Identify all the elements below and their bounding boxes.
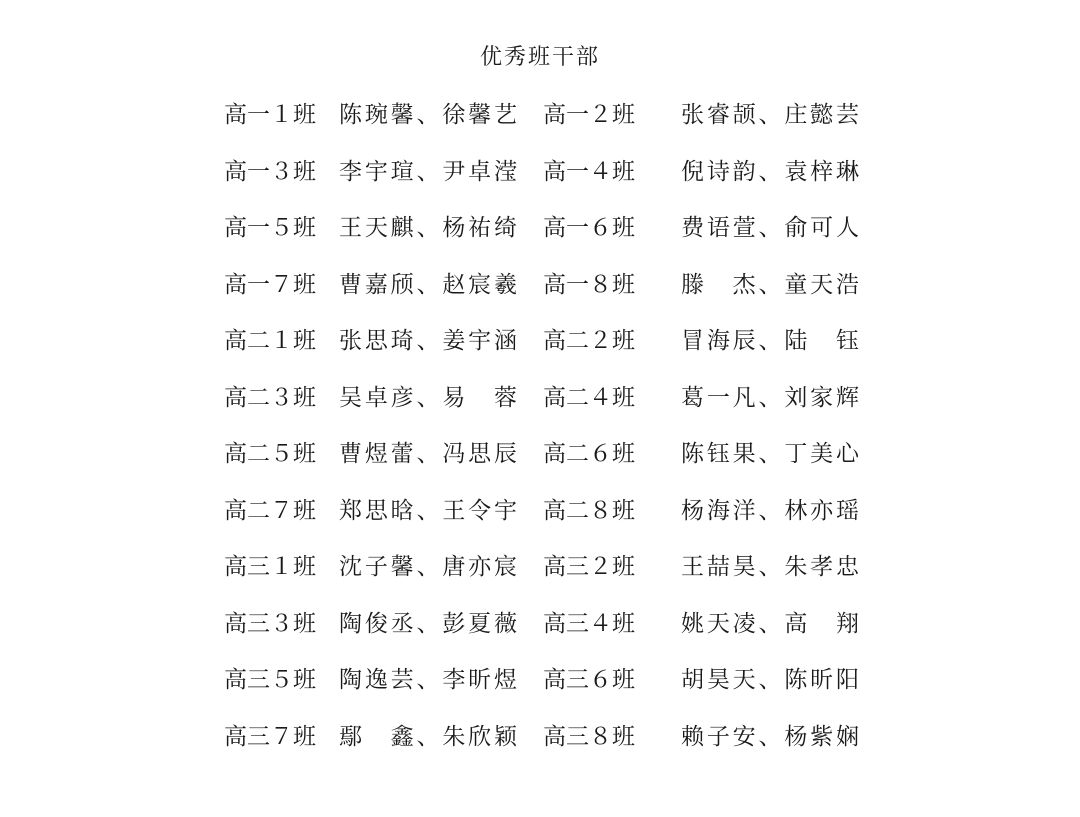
student-names: 姚天凌、高 翔	[681, 610, 859, 637]
class-label: 高三１班	[224, 554, 316, 580]
student-names: 张睿颉、庄懿芸	[681, 102, 859, 128]
class-label: 高三８班	[543, 723, 635, 750]
student-names: 鄢 鑫、朱欣颖	[339, 723, 517, 750]
page-title: 优秀班干部	[479, 45, 600, 70]
class-label: 高一３班	[224, 158, 316, 185]
student-names: 陈琬馨、徐馨艺	[339, 102, 517, 128]
list-row	[0, 719, 1080, 776]
list-row	[0, 380, 1080, 437]
class-label: 高二２班	[543, 328, 635, 354]
class-label: 高二６班	[543, 441, 635, 467]
class-label: 高三２班	[543, 554, 635, 580]
student-names: 杨海洋、林亦瑶	[681, 497, 859, 524]
class-label: 高三５班	[224, 667, 316, 693]
student-names: 赖子安、杨紫娴	[681, 723, 859, 750]
student-names: 吴卓彦、易 蓉	[339, 384, 517, 411]
class-label: 高三３班	[224, 610, 316, 637]
student-names: 葛一凡、刘家辉	[681, 384, 859, 411]
class-label: 高三６班	[543, 667, 635, 693]
class-label: 高一４班	[543, 158, 635, 185]
class-label: 高一６班	[543, 215, 635, 241]
class-label: 高二８班	[543, 497, 635, 524]
list-row	[0, 210, 1080, 267]
class-label: 高二７班	[224, 497, 316, 524]
list-row	[0, 549, 1080, 606]
student-names: 陶俊丞、彭夏薇	[339, 610, 517, 637]
student-names: 李宇瑄、尹卓滢	[339, 158, 517, 185]
list-row	[0, 662, 1080, 719]
class-label: 高一５班	[224, 215, 316, 241]
class-label: 高一２班	[543, 102, 635, 128]
class-label: 高三７班	[224, 723, 316, 750]
student-names: 郑思晗、王令宇	[339, 497, 517, 524]
student-names: 王天麒、杨祐绮	[339, 215, 517, 241]
class-label: 高二４班	[543, 384, 635, 411]
student-names: 滕 杰、童天浩	[681, 271, 859, 298]
class-officer-list	[0, 97, 1080, 775]
student-names: 张思琦、姜宇涵	[339, 328, 517, 354]
class-label: 高三４班	[543, 610, 635, 637]
list-row	[0, 436, 1080, 493]
list-row	[0, 606, 1080, 663]
student-names: 费语萱、俞可人	[681, 215, 859, 241]
student-names: 王喆昊、朱孝忠	[681, 554, 859, 580]
class-label: 高二１班	[224, 328, 316, 354]
class-label: 高一７班	[224, 271, 316, 298]
student-names: 沈子馨、唐亦宸	[339, 554, 517, 580]
class-label: 高二５班	[224, 441, 316, 467]
student-names: 曹煜蕾、冯思辰	[339, 441, 517, 467]
list-row	[0, 267, 1080, 324]
student-names: 倪诗韵、袁梓琳	[681, 158, 859, 185]
student-names: 冒海辰、陆 钰	[681, 328, 859, 354]
list-row	[0, 154, 1080, 211]
student-names: 胡昊天、陈昕阳	[681, 667, 859, 693]
class-label: 高一１班	[224, 102, 316, 128]
class-label: 高二３班	[224, 384, 316, 411]
list-row	[0, 493, 1080, 550]
student-names: 陈钰果、丁美心	[681, 441, 859, 467]
student-names: 曹嘉颀、赵宸羲	[339, 271, 517, 298]
class-label: 高一８班	[543, 271, 635, 298]
list-row	[0, 323, 1080, 380]
student-names: 陶逸芸、李昕煜	[339, 667, 517, 693]
list-row	[0, 97, 1080, 154]
